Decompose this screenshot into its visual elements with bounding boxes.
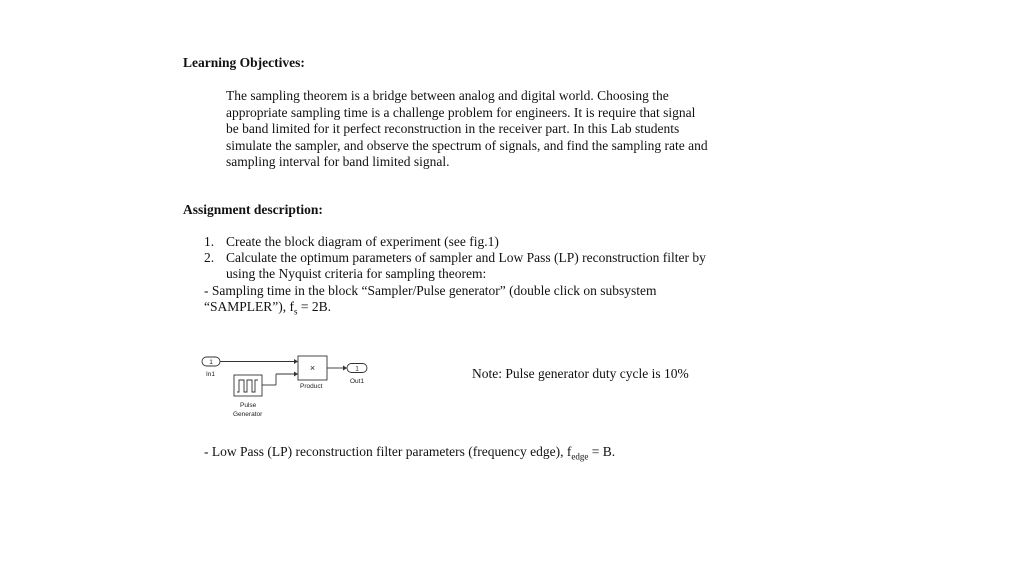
list-item-line: Calculate the optimum parameters of sampler and Low Pass (LP) reconstruction filter by [226, 250, 706, 265]
block-diagram [196, 348, 386, 428]
paragraph-line: appropriate sampling time is a challenge problem for engineers. It is require that signal [226, 104, 696, 120]
lp-filter-subscript: edge [571, 451, 589, 462]
pulse-duty-cycle-note: Note: Pulse generator duty cycle is 10% [472, 366, 689, 381]
lp-filter-line [204, 444, 615, 462]
paragraph-line: be band limited for it perfect reconstruction in the receiver part. In this Lab students [226, 121, 680, 136]
list-item [226, 234, 499, 250]
paragraph-line: sampling interval for band limited signal. [226, 154, 450, 169]
out1-label: Out1 [350, 378, 365, 385]
list-item-line: using the Nyquist criteria for sampling theorem: [226, 266, 487, 281]
sampling-time-line: - Sampling time in the block “Sampler/Pulse generator” (double click on subsystem [204, 283, 657, 298]
lp-filter-suffix: = B. [588, 444, 616, 459]
learning-objectives-paragraph [226, 88, 708, 171]
list-item-line: Create the block diagram of experiment (see fig.1) [226, 234, 499, 249]
product-label: Product [300, 383, 323, 390]
pulse-label-line2: Generator [233, 411, 263, 418]
out1-port-number: 1 [355, 365, 359, 373]
product-symbol: × [309, 363, 316, 373]
list-item-number: 1. [204, 234, 215, 249]
sampling-formula-suffix: = 2B. [297, 299, 332, 314]
in1-port-number: 1 [209, 359, 213, 366]
lp-filter-prefix: - Low Pass (LP) reconstruction filter parameters (frequency edge), f [204, 444, 572, 459]
assignment-heading: Assignment description: [183, 202, 323, 217]
sampling-formula-prefix: “SAMPLER”), f [204, 299, 294, 314]
sampling-formula-line [204, 299, 331, 317]
pulse-label-line1: Pulse [240, 402, 257, 409]
list-item [226, 250, 706, 282]
paragraph-line: The sampling theorem is a bridge between analog and digital world. Choosing the [226, 88, 669, 103]
sampling-formula-subscript: s [294, 306, 298, 317]
paragraph-line: simulate the sampler, and observe the spectrum of signals, and find the sampling rate and [226, 137, 708, 153]
in1-label: In1 [206, 371, 216, 378]
list-item-number: 2. [204, 250, 215, 265]
pulse-generator-block [234, 375, 262, 396]
learning-objectives-heading: Learning Objectives: [183, 55, 305, 70]
